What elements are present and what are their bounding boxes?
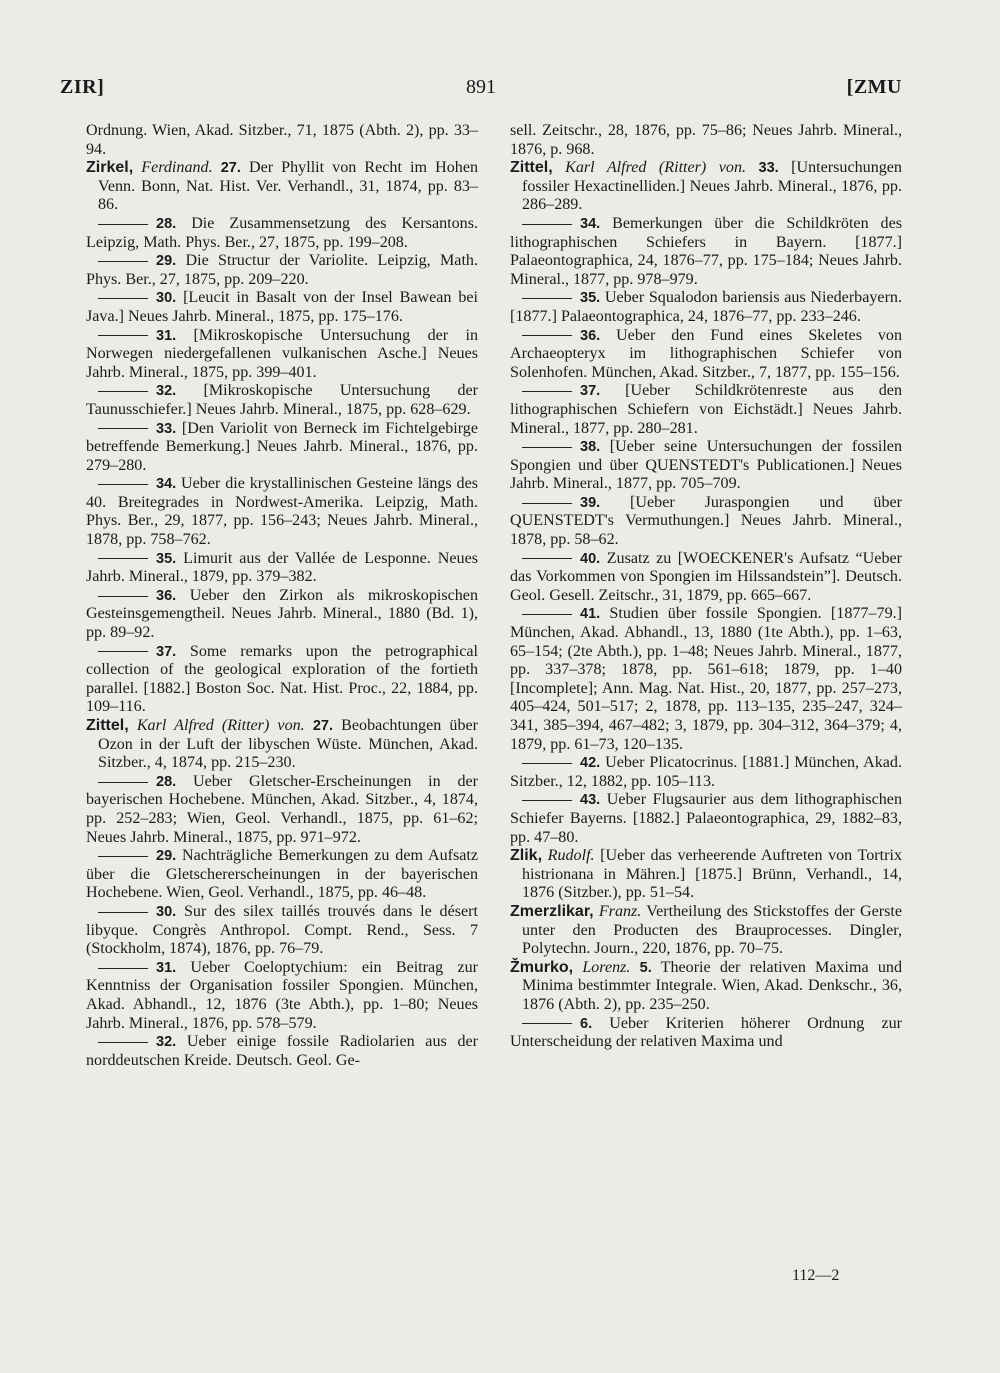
entry-text: Ueber einige fossile Radiolarien aus der norddeutschen Kreide. Deutsch. Geol. Ge- [86, 1033, 478, 1069]
entry-text: Theorie der relativen Maxima und Minima bestimmter Integrale. Wien, Akad. Denkschr., 36, 1876 (Abth. 2), pp. 235–250. [522, 958, 902, 1013]
entry-number: 31. [156, 327, 177, 344]
author-surname: Zittel, [86, 717, 129, 734]
author-surname: Zittel, [510, 159, 553, 177]
entry-number: 32. [156, 383, 177, 400]
entry-number: 27. [220, 160, 241, 177]
bibliography-entry [510, 791, 902, 847]
bibliography-entry [86, 420, 478, 476]
entry-text: [Den Variolit von Berneck im Fichtelgebirge betreffende Bemerkung.] Neues Jahrb. Mineral., 1876, pp. 279–280. [86, 419, 478, 474]
author-surname: Zirkel, [86, 159, 134, 177]
entry-number: 29. [156, 253, 177, 270]
bibliography-entry [86, 847, 478, 903]
entry-number: 42. [580, 755, 601, 772]
entry-number: 28. [156, 215, 177, 232]
ditto-dash [98, 391, 148, 392]
bibliography-entry [86, 587, 478, 643]
entry-number: 5. [639, 959, 652, 976]
entry-text: Studien über fossile Spongien. [1877–79.] München, Akad. Abhandl., 13, 1880 (1te Abth.), pp. 1–63, 65–154; (2te Abth.), pp. 1–48; Neues Jahrb. Mineral., 1877, pp. 337–378; 1878, pp. 561–618; 1879, pp. 1–40 [Incomplete]; Ann. Mag. Nat. Hist., 20, 1877, pp. 257–273, 405–424, 501–517; 2, 1878, pp. 113–135, 235–247, 324–341, 385–394, 467–482; 3, 1879, pp. 304–312, 364–379; 4, 1879, pp. 61–73, 120–135. [510, 605, 902, 753]
ditto-dash [522, 447, 572, 448]
entry-number: 31. [156, 959, 177, 976]
bibliography-entry [510, 847, 902, 903]
entry-text: Sur des silex taillés trouvés dans le désert libyque. Congrès Anthropol. Compt. Rend., Sess. 7 (Stockholm, 1874), 1876, pp. 76–79. [86, 902, 478, 958]
bibliography-entry [86, 959, 478, 1033]
entry-number: 34. [580, 215, 601, 232]
bibliography-entry [510, 215, 902, 289]
entry-text: Some remarks upon the petrographical collection of the geological exploration of the fortieth parallel. [1882.] Boston Soc. Nat. Hist. Proc., 22, 1884, pp. 109–116. [86, 642, 479, 716]
bibliography-entry [86, 903, 478, 959]
bibliography-entry [86, 327, 478, 383]
bibliography-entry [86, 215, 478, 252]
bibliography-entry [86, 159, 478, 215]
entry-text: [Ueber Juraspongien und über QUENSTEDT's Vermuthungen.] Neues Jahrb. Mineral., 1878, pp. 58–62. [510, 493, 902, 549]
ditto-dash [98, 782, 148, 783]
entry-number: 29. [156, 848, 177, 865]
author-forename: Karl Alfred (Ritter) von. [136, 717, 305, 734]
bibliography-entry [510, 1015, 902, 1052]
entry-text: Ueber den Zirkon als mikroskopischen Gesteinsgemengtheil. Neues Jahrb. Mineral., 1880 (Bd. 1), pp. 89–92. [86, 586, 478, 642]
ditto-dash [98, 298, 148, 299]
author-forename: Rudolf. [547, 847, 595, 865]
bibliography-entry [510, 494, 902, 550]
ditto-dash [98, 912, 148, 913]
ditto-dash [98, 484, 148, 485]
bibliography-entry [86, 252, 478, 289]
bibliography-entry [86, 382, 478, 419]
author-surname: Zlik, [510, 847, 543, 865]
bibliography-entry [86, 289, 478, 326]
bibliography-entry [86, 773, 478, 847]
running-header [60, 72, 902, 106]
entry-text: Ueber Squalodon bariensis aus Niederbayern. [1877.] Palaeontographica, 24, 1876–77, pp. 233–246. [510, 289, 902, 325]
ditto-dash [522, 503, 572, 504]
ditto-dash [98, 1042, 148, 1043]
author-forename: Karl Alfred (Ritter) von. [565, 159, 747, 177]
bibliography-entry [86, 643, 478, 717]
entry-number: 28. [156, 773, 177, 790]
bibliography-entry [510, 754, 902, 791]
left-column [86, 122, 478, 1070]
entry-number: 43. [580, 792, 601, 809]
entry-text: Die Zusammensetzung des Kersantons. Leipzig, Math. Phys. Ber., 27, 1875, pp. 199–208. [86, 214, 478, 251]
ditto-dash [98, 261, 148, 262]
author-surname: Žmurko, [510, 958, 574, 976]
bibliography-entry [510, 959, 902, 1015]
entry-text: [Ueber das verheerende Auftreten von Tortrix histrionana in Mähren.] [1875.] Brünn, Verhandl., 14, 1876 (Sitzber.), pp. 51–54. [522, 847, 902, 902]
entry-text: sell. Zeitschr., 28, 1876, pp. 75–86; Neues Jahrb. Mineral., 1876, p. 968. [510, 122, 902, 158]
entry-text: [Untersuchungen fossiler Hexactinelliden.] Neues Jahrb. Mineral., 1876, pp. 286–289. [522, 159, 902, 214]
entry-number: 39. [580, 494, 601, 511]
bibliography-entry [86, 550, 478, 587]
right-column [510, 122, 902, 1052]
bibliography-entry [510, 903, 902, 959]
ditto-dash [522, 558, 572, 559]
entry-text: Der Phyllit von Recht im Hohen Venn. Bonn, Nat. Hist. Ver. Verhandl., 31, 1874, pp. 83–86. [98, 159, 479, 214]
entry-number: 30. [156, 903, 177, 920]
ditto-dash [98, 428, 148, 429]
entry-text: Bemerkungen über die Schildkröten des lithographischen Schiefers in Bayern. [1877.] Palaeontographica, 24, 1876–77, pp. 175–184; Neues Jahrb. Mineral., 1877, pp. 978–979. [510, 214, 902, 288]
author-surname: Zmerzlikar, [510, 902, 594, 920]
ditto-dash [522, 800, 572, 801]
bibliography-entry [510, 327, 902, 383]
ditto-dash [98, 558, 148, 559]
entry-text: [Ueber Schildkrötenreste aus den lithographischen Schiefern von Eichstädt.] Neues Jahrb. Mineral., 1877, pp. 280–281. [510, 382, 903, 437]
entry-text: Ueber Gletscher-Erscheinungen in der bayerischen Hochebene. München, Akad. Sitzber., 4, 1874, pp. 252–283; Wien, Geol. Verhandl., 1875, pp. 61–62; Neues Jahrb. Mineral., 1875, pp. 971–972. [86, 772, 478, 846]
entry-number: 36. [156, 587, 177, 604]
page-number: 891 [466, 76, 496, 98]
bibliography-entry [510, 159, 902, 215]
entry-text: Ordnung. Wien, Akad. Sitzber., 71, 1875 (Abth. 2), pp. 33–94. [86, 122, 478, 158]
entry-text: Ueber den Fund eines Skeletes von Archaeopteryx im lithographischen Schiefer von Solenhofen. München, Akad. Sitzber., 7, 1877, pp. 155–156. [510, 326, 902, 381]
entry-number: 30. [156, 290, 177, 307]
entry-text: [Ueber seine Untersuchungen der fossilen Spongien und über QUENSTEDT's Publicationen.] Neues Jahrb. Mineral., 1877, pp. 705–709. [510, 438, 902, 493]
ditto-dash [98, 596, 148, 597]
ditto-dash [522, 1023, 572, 1024]
entry-number: 37. [156, 643, 177, 660]
entry-number: 38. [580, 439, 601, 456]
bibliography-entry [510, 550, 902, 606]
entry-number: 33. [156, 420, 177, 437]
bibliography-entry [86, 1033, 478, 1070]
entry-text: Ueber Plicatocrinus. [1881.] München, Akad. Sitzber., 12, 1882, pp. 105–113. [510, 754, 902, 790]
author-forename: Lorenz. [582, 958, 631, 976]
ditto-dash [522, 298, 572, 299]
ditto-dash [522, 391, 572, 392]
author-forename: Ferdinand. [141, 159, 213, 177]
entry-text: Ueber die krystallinischen Gesteine längs des 40. Breitegrades in Nordwest-Amerika. Leipzig, Math. Phys. Ber., 29, 1877, pp. 156–243; Neues Jahrb. Mineral., 1878, pp. 758–762. [86, 475, 478, 549]
entry-text: [Mikroskopische Untersuchung der in Norwegen niedergefallenen vulkanischen Asche.] Neues Jahrb. Mineral., 1875, pp. 399–401. [86, 326, 478, 381]
bibliography-entry [510, 289, 902, 326]
entry-number: 32. [156, 1034, 177, 1051]
ditto-dash [98, 335, 148, 336]
entry-number: 34. [156, 476, 177, 493]
entry-text: Vertheilung des Stickstoffes der Gerste unter den Producten des Brauprocesses. Dingler, Polytechn. Journ., 220, 1876, pp. 70–75. [522, 902, 902, 958]
ditto-dash [98, 968, 148, 969]
bibliography-entry [86, 717, 478, 773]
entry-text: Beobachtungen über Ozon in der Luft der libyschen Wüste. München, Akad. Sitzber., 4, 1874, pp. 215–230. [98, 717, 478, 772]
entry-text: [Mikroskopische Untersuchung der Taunusschiefer.] Neues Jahrb. Mineral., 1875, pp. 628–629. [86, 382, 478, 418]
ditto-dash [522, 224, 572, 225]
entry-number: 6. [580, 1015, 593, 1032]
ditto-dash [98, 224, 148, 225]
entry-text: Die Structur der Variolite. Leipzig, Math. Phys. Ber., 27, 1875, pp. 209–220. [86, 252, 478, 288]
ditto-dash [522, 614, 572, 615]
header-left: ZIR] [60, 76, 105, 98]
header-right: [ZMU [846, 76, 902, 98]
ditto-dash [522, 335, 572, 336]
entry-number: 27. [312, 718, 334, 734]
entry-number: 36. [580, 327, 601, 344]
entry-text: Ueber Kriterien höherer Ordnung zur Unterscheidung der relativen Maxima und [510, 1014, 902, 1051]
signature-mark: 112—2 [792, 1267, 840, 1284]
entry-number: 37. [580, 383, 601, 400]
entry-text: Nachträgliche Bemerkungen zu dem Aufsatz über die Gletschererscheinungen in der bayerischen Hochebene. Wien, Geol. Verhandl., 1875, pp. 46–48. [86, 847, 479, 902]
entry-text: Ueber Flugsaurier aus dem lithographischen Schiefer Bayerns. [1882.] Palaeontographica, 29, 1882–83, pp. 47–80. [510, 791, 902, 846]
entry-number: 35. [580, 290, 601, 307]
entry-number: 35. [156, 550, 177, 567]
ditto-dash [98, 856, 148, 857]
ditto-dash [522, 763, 572, 764]
bibliography-entry [86, 122, 478, 159]
bibliography-entry [510, 122, 902, 159]
bibliography-entry [86, 475, 478, 549]
entry-number: 33. [758, 160, 779, 177]
author-forename: Franz. [598, 902, 642, 920]
entry-text: [Leucit in Basalt von der Insel Bawean bei Java.] Neues Jahrb. Mineral., 1875, pp. 175–176. [86, 289, 479, 325]
bibliography-entry [510, 382, 902, 438]
bibliography-entry [510, 605, 902, 754]
entry-text: Zusatz zu [WOECKENER's Aufsatz “Ueber das Vorkommen von Spongien im Hilssandstein”]. Deutsch. Geol. Gesell. Zeitschr., 31, 1879, pp. 665–667. [510, 549, 902, 604]
entry-number: 40. [580, 550, 601, 567]
bibliography-entry [510, 438, 902, 494]
entry-text: Limurit aus der Vallée de Lesponne. Neues Jahrb. Mineral., 1879, pp. 379–382. [86, 549, 478, 586]
ditto-dash [98, 651, 148, 652]
entry-text: Ueber Coeloptychium: ein Beitrag zur Kenntniss der Organisation fossiler Spongien. München, Akad. Abhandl., 12, 1876 (3te Abth.), pp. 1–80; Neues Jahrb. Mineral., 1876, pp. 578–579. [86, 958, 478, 1032]
entry-number: 41. [580, 606, 601, 623]
